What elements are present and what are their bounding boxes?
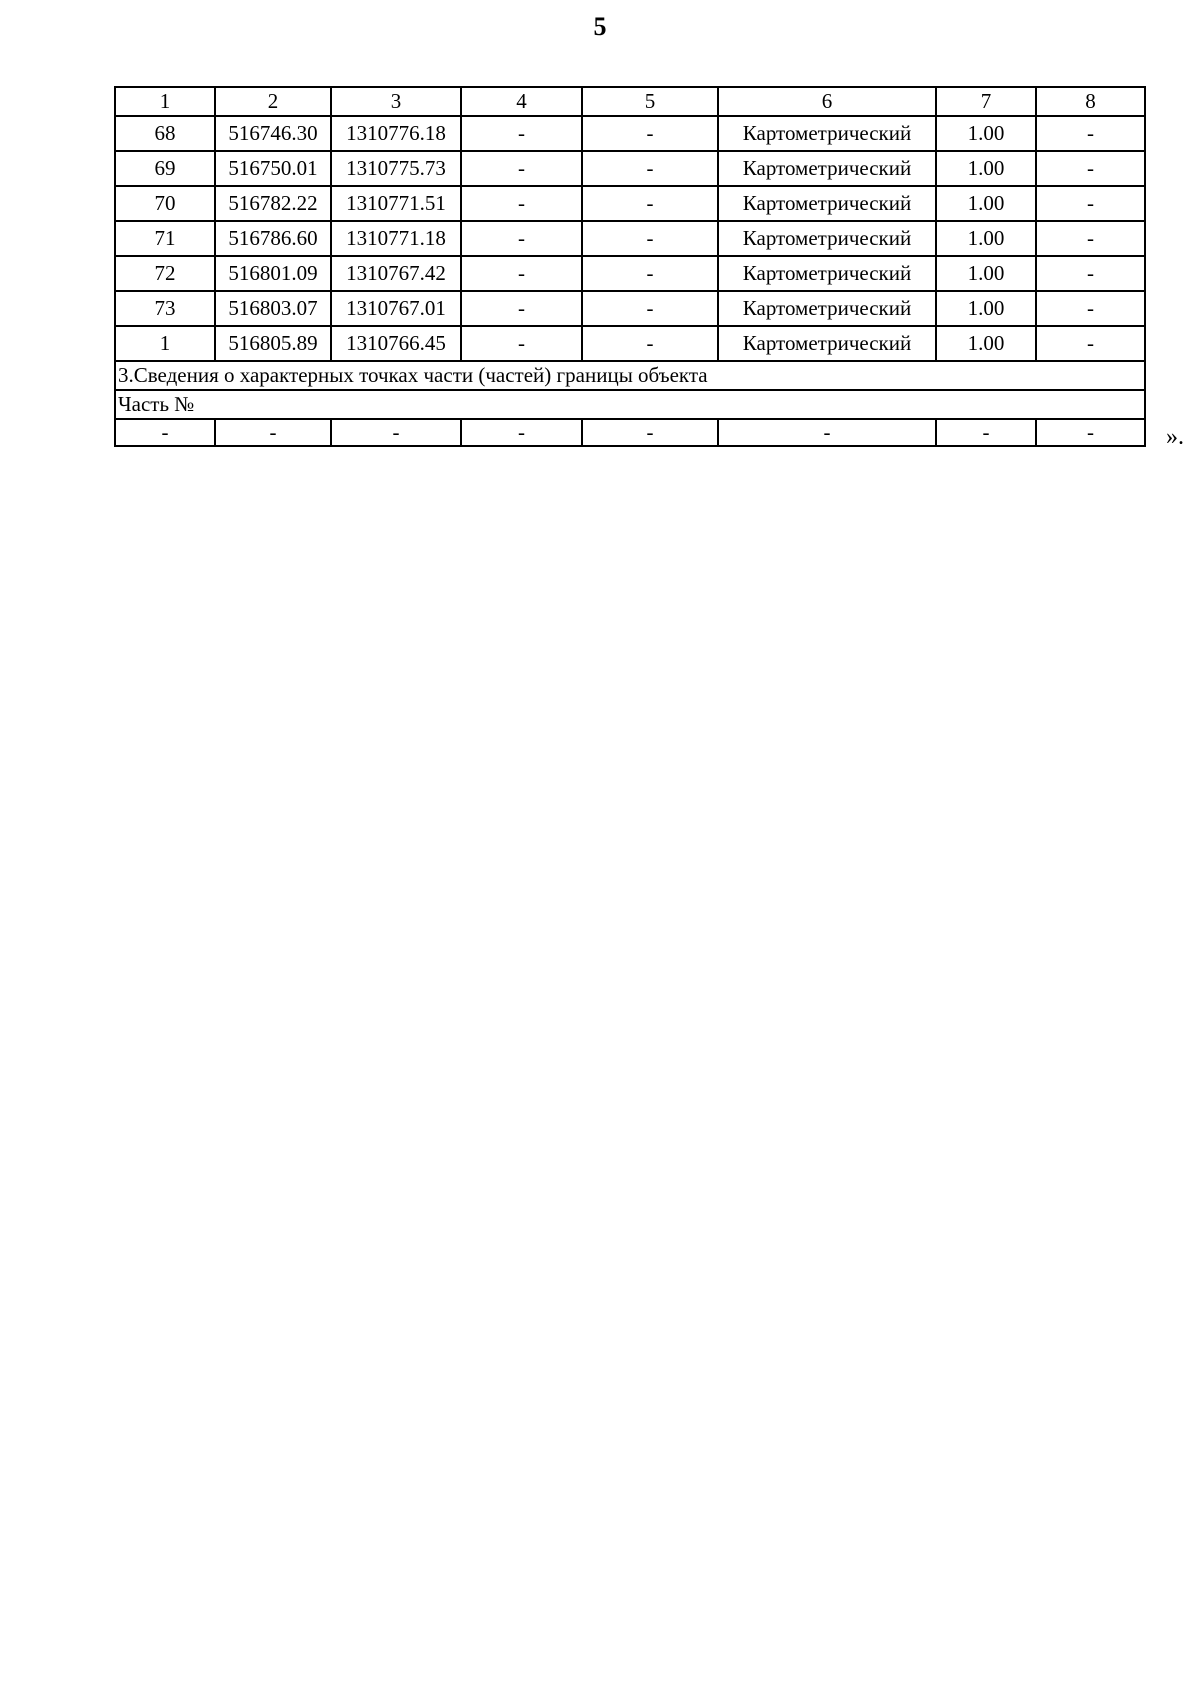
- column-header: 8: [1036, 87, 1145, 116]
- column-header: 1: [115, 87, 215, 116]
- table-row: [115, 151, 1145, 186]
- y-coordinate-cell: 1310775.73: [331, 151, 461, 186]
- table-cell: -: [461, 116, 582, 151]
- point-number-cell: 68: [115, 116, 215, 151]
- y-coordinate-cell: 1310771.18: [331, 221, 461, 256]
- table-cell: -: [461, 186, 582, 221]
- accuracy-cell: 1.00: [936, 291, 1036, 326]
- method-cell: Картометрический: [718, 326, 936, 361]
- method-cell: Картометрический: [718, 221, 936, 256]
- table-cell: -: [582, 116, 718, 151]
- table-row: [115, 291, 1145, 326]
- y-coordinate-cell: 1310776.18: [331, 116, 461, 151]
- table-cell: -: [461, 419, 582, 446]
- table-cell: -: [582, 326, 718, 361]
- method-cell: Картометрический: [718, 151, 936, 186]
- table-cell: -: [461, 326, 582, 361]
- accuracy-cell: 1.00: [936, 186, 1036, 221]
- method-cell: Картометрический: [718, 186, 936, 221]
- table-cell: -: [1036, 419, 1145, 446]
- table-row: [115, 221, 1145, 256]
- point-number-cell: 70: [115, 186, 215, 221]
- section-title-row: [115, 361, 1145, 390]
- table-cell: -: [582, 151, 718, 186]
- table-cell: -: [461, 291, 582, 326]
- table-cell: -: [1036, 186, 1145, 221]
- table-cell: -: [215, 419, 331, 446]
- table-cell: -: [582, 256, 718, 291]
- y-coordinate-cell: 1310766.45: [331, 326, 461, 361]
- x-coordinate-cell: 516750.01: [215, 151, 331, 186]
- column-header: 3: [331, 87, 461, 116]
- column-header: 2: [215, 87, 331, 116]
- table-cell: -: [115, 419, 215, 446]
- table-cell: -: [331, 419, 461, 446]
- table-cell: -: [461, 151, 582, 186]
- part-label: Часть №: [115, 390, 1145, 419]
- point-number-cell: 73: [115, 291, 215, 326]
- coordinates-table: [114, 86, 1146, 447]
- part-label-row: [115, 390, 1145, 419]
- accuracy-cell: 1.00: [936, 326, 1036, 361]
- table-cell: -: [718, 419, 936, 446]
- table-cell: -: [1036, 116, 1145, 151]
- table-row: [115, 419, 1145, 446]
- y-coordinate-cell: 1310767.42: [331, 256, 461, 291]
- table-cell: -: [1036, 151, 1145, 186]
- table-row: [115, 256, 1145, 291]
- table-cell: -: [1036, 221, 1145, 256]
- x-coordinate-cell: 516801.09: [215, 256, 331, 291]
- column-header: 6: [718, 87, 936, 116]
- section-title: 3.Сведения о характерных точках части (частей) границы объекта: [115, 361, 1145, 390]
- table-cell: -: [461, 256, 582, 291]
- page-number: 5: [593, 12, 607, 41]
- accuracy-cell: 1.00: [936, 116, 1036, 151]
- method-cell: Картометрический: [718, 116, 936, 151]
- y-coordinate-cell: 1310771.51: [331, 186, 461, 221]
- x-coordinate-cell: 516746.30: [215, 116, 331, 151]
- table-cell: -: [582, 186, 718, 221]
- point-number-cell: 71: [115, 221, 215, 256]
- table-cell: -: [1036, 326, 1145, 361]
- method-cell: Картометрический: [718, 291, 936, 326]
- table-cell: -: [1036, 256, 1145, 291]
- method-cell: Картометрический: [718, 256, 936, 291]
- accuracy-cell: 1.00: [936, 256, 1036, 291]
- accuracy-cell: 1.00: [936, 221, 1036, 256]
- point-number-cell: 72: [115, 256, 215, 291]
- x-coordinate-cell: 516786.60: [215, 221, 331, 256]
- column-header: 7: [936, 87, 1036, 116]
- x-coordinate-cell: 516782.22: [215, 186, 331, 221]
- column-header: 4: [461, 87, 582, 116]
- table-cell: -: [582, 291, 718, 326]
- column-header: 5: [582, 87, 718, 116]
- table-cell: -: [936, 419, 1036, 446]
- x-coordinate-cell: 516803.07: [215, 291, 331, 326]
- table-cell: -: [461, 221, 582, 256]
- point-number-cell: 69: [115, 151, 215, 186]
- table-body: [115, 87, 1145, 446]
- accuracy-cell: 1.00: [936, 151, 1036, 186]
- table-row: [115, 186, 1145, 221]
- table-header-row: [115, 87, 1145, 116]
- table-cell: -: [582, 419, 718, 446]
- table-cell: -: [582, 221, 718, 256]
- table-row: [115, 326, 1145, 361]
- table-row: [115, 116, 1145, 151]
- point-number-cell: 1: [115, 326, 215, 361]
- y-coordinate-cell: 1310767.01: [331, 291, 461, 326]
- table-cell: -: [1036, 291, 1145, 326]
- closing-quote-mark: ».: [1166, 424, 1184, 450]
- x-coordinate-cell: 516805.89: [215, 326, 331, 361]
